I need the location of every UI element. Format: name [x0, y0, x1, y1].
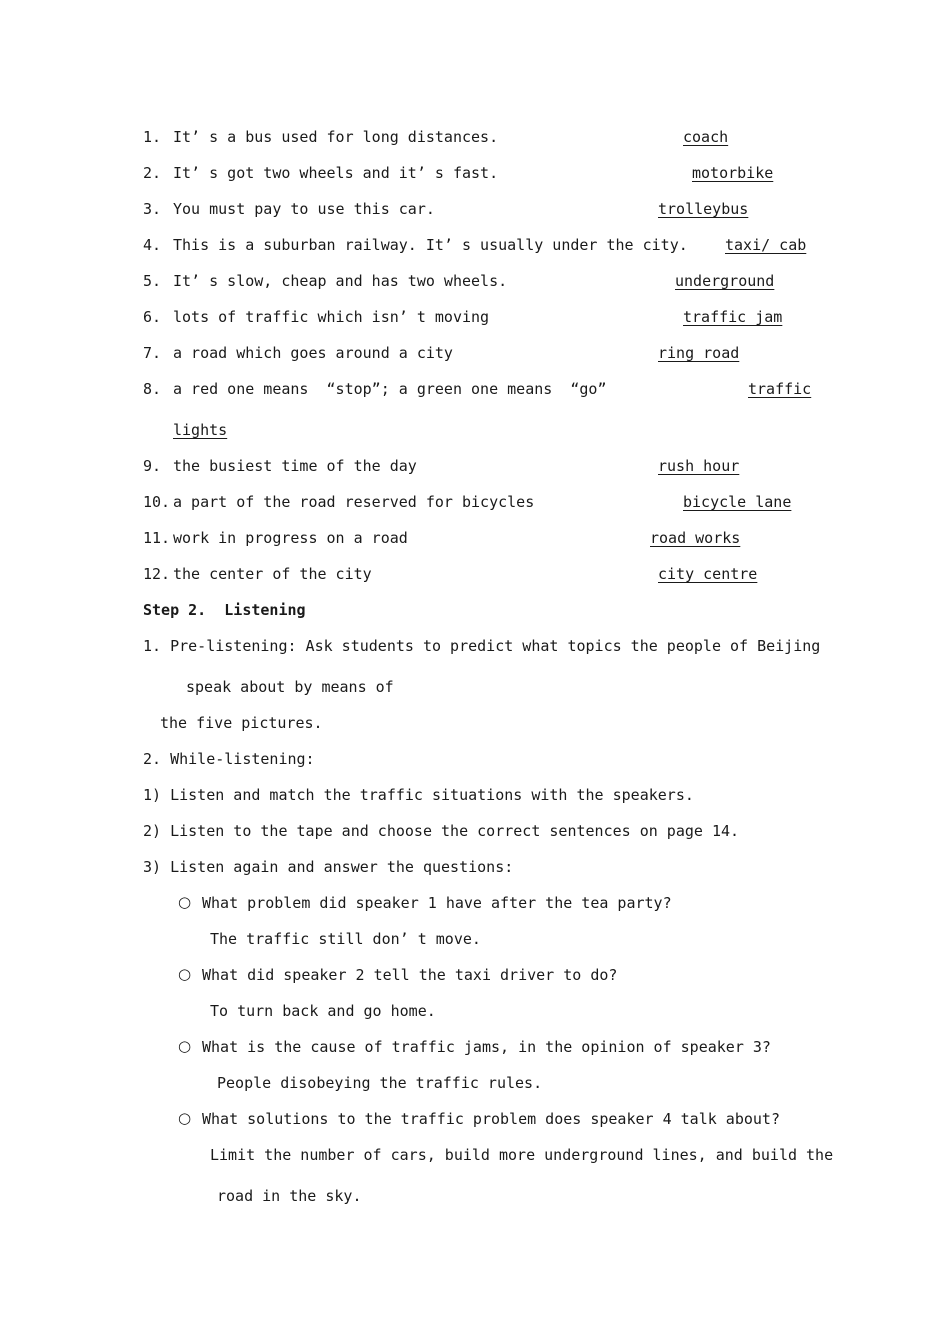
item-answer: ring road [658, 344, 740, 362]
item-number: 7. [143, 344, 162, 362]
item-definition: a part of the road reserved for bicycles [173, 493, 535, 511]
question-text: What did speaker 2 tell the taxi driver to do? [202, 966, 618, 984]
item-answer: trolleybus [658, 200, 749, 218]
item-answer: road works [650, 529, 741, 547]
item-definition: the center of the city [173, 565, 372, 583]
section-heading: Step 2. Listening [143, 601, 306, 619]
item-answer: traffic jam [683, 308, 783, 326]
item-definition: It’ s slow, cheap and has two wheels. [173, 272, 508, 290]
item-definition: lots of traffic which isn’ t moving [173, 308, 490, 326]
item-definition: a red one means “stop”; a green one means “go” [173, 380, 607, 398]
question-text: What is the cause of traffic jams, in the opinion of speaker 3? [202, 1038, 771, 1056]
item-answer: coach [683, 128, 729, 146]
item-definition: This is a suburban railway. It’ s usually under the city. [173, 236, 688, 254]
circle-bullet-icon: ○ [178, 965, 192, 983]
answer-text-continued: road in the sky. [217, 1187, 362, 1205]
item-number: 9. [143, 457, 162, 475]
circle-bullet-icon: ○ [178, 1037, 192, 1055]
task-item: 2) Listen to the tape and choose the correct sentences on page 14. [143, 822, 740, 840]
pre-listening-line: speak about by means of [186, 678, 394, 696]
item-number: 10. [143, 493, 171, 511]
item-definition: You must pay to use this car. [173, 200, 435, 218]
circle-bullet-icon: ○ [178, 1109, 192, 1127]
item-definition: the busiest time of the day [173, 457, 417, 475]
question-text: What solutions to the traffic problem does speaker 4 talk about? [202, 1110, 780, 1128]
answer-text: To turn back and go home. [210, 1002, 436, 1020]
question-text: What problem did speaker 1 have after the tea party? [202, 894, 672, 912]
item-number: 3. [143, 200, 162, 218]
item-answer: motorbike [692, 164, 774, 182]
answer-text: Limit the number of cars, build more underground lines, and build the [210, 1146, 834, 1164]
item-answer: rush hour [658, 457, 740, 475]
item-number: 5. [143, 272, 162, 290]
task-item: 1) Listen and match the traffic situations with the speakers. [143, 786, 694, 804]
item-answer: taxi/ cab [725, 236, 807, 254]
circle-bullet-icon: ○ [178, 893, 192, 911]
item-number: 4. [143, 236, 162, 254]
item-answer: traffic [748, 380, 812, 398]
item-answer: bicycle lane [683, 493, 792, 511]
item-answer-continued: lights [173, 421, 228, 439]
item-number: 12. [143, 565, 171, 583]
item-definition: It’ s a bus used for long distances. [173, 128, 499, 146]
item-answer: city centre [658, 565, 758, 583]
pre-listening-line: the five pictures. [160, 714, 323, 732]
item-definition: a road which goes around a city [173, 344, 453, 362]
while-listening-heading: 2. While-listening: [143, 750, 315, 768]
item-answer: underground [675, 272, 775, 290]
item-number: 8. [143, 380, 162, 398]
item-number: 1. [143, 128, 162, 146]
task-item: 3) Listen again and answer the questions: [143, 858, 514, 876]
item-definition: It’ s got two wheels and it’ s fast. [173, 164, 499, 182]
item-number: 11. [143, 529, 171, 547]
item-number: 6. [143, 308, 162, 326]
pre-listening-line: 1. Pre-listening: Ask students to predict what topics the people of Beijing [143, 637, 821, 655]
item-number: 2. [143, 164, 162, 182]
answer-text: People disobeying the traffic rules. [217, 1074, 543, 1092]
answer-text: The traffic still don’ t move. [210, 930, 481, 948]
item-definition: work in progress on a road [173, 529, 408, 547]
